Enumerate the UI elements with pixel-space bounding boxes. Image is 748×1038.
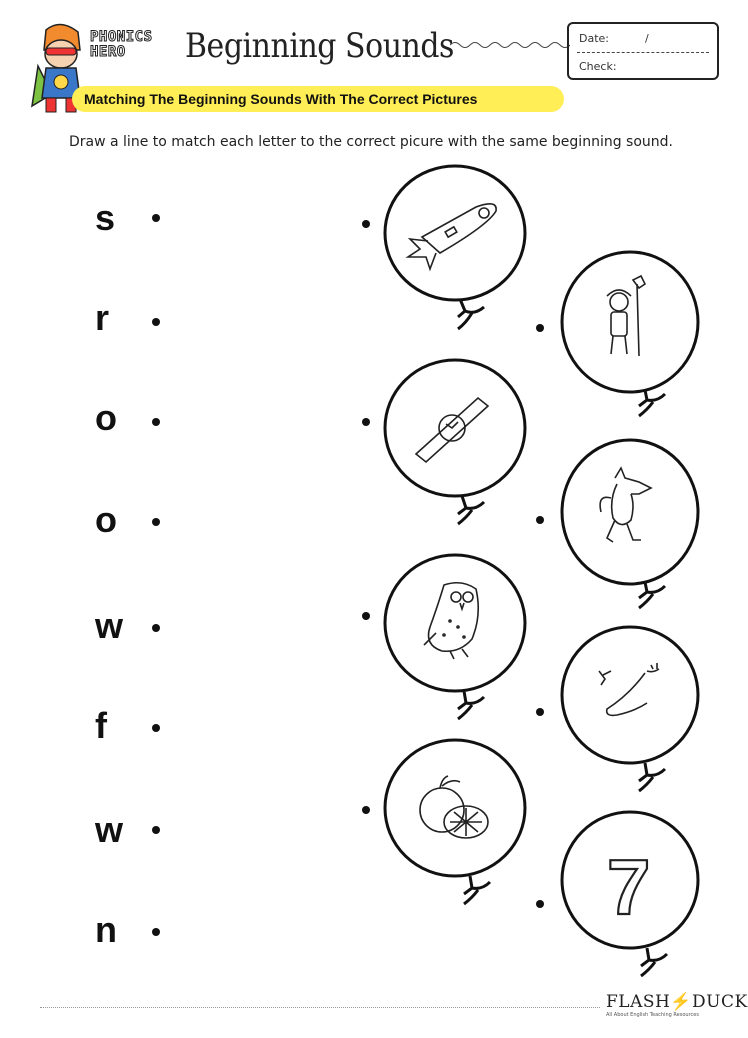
date-separator — [577, 52, 709, 53]
subtitle-banner — [72, 86, 564, 112]
picture-dot-3[interactable] — [362, 418, 370, 426]
brand-line-1: PHONICS — [90, 29, 153, 45]
balloon-owl[interactable] — [380, 555, 530, 705]
picture-dot-8[interactable] — [536, 900, 544, 908]
picture-dot-5[interactable] — [362, 612, 370, 620]
letter-2: r — [95, 297, 110, 338]
check-label: Check: — [579, 60, 617, 73]
instructions-text: Draw a line to match each letter to the correct picure with the same beginning sound. — [69, 134, 673, 150]
letter-dot-7[interactable] — [152, 826, 160, 834]
letter-dot-6[interactable] — [152, 724, 160, 732]
subtitle-text: Matching The Beginning Sounds With The Correct Pictures — [84, 91, 478, 107]
picture-dot-7[interactable] — [362, 806, 370, 814]
balloon-nose[interactable] — [555, 625, 705, 775]
logo-tagline: All About English Teaching Resources — [606, 1012, 699, 1018]
date-label: Date: — [579, 32, 609, 45]
letter-dot-1[interactable] — [152, 214, 160, 222]
picture-dot-2[interactable] — [536, 324, 544, 332]
letter-dot-5[interactable] — [152, 624, 160, 632]
letter-1: s — [95, 197, 116, 238]
picture-dot-6[interactable] — [536, 708, 544, 716]
logo-left: FLASH — [606, 992, 671, 1012]
balloon-wolf[interactable] — [555, 440, 705, 590]
picture-dot-4[interactable] — [536, 516, 544, 524]
balloon-farmer[interactable] — [555, 250, 705, 400]
wavy-divider-icon — [450, 38, 570, 52]
brand-line-2: HERO — [90, 44, 126, 60]
date-slash: / — [645, 32, 649, 45]
picture-dot-1[interactable] — [362, 220, 370, 228]
phonics-hero-logo — [90, 29, 153, 60]
balloon-orange[interactable] — [380, 738, 530, 888]
letter-6: f — [95, 705, 107, 746]
letter-dot-8[interactable] — [152, 928, 160, 936]
letter-dot-3[interactable] — [152, 418, 160, 426]
letter-7: w — [95, 809, 124, 850]
balloon-rocket[interactable] — [380, 165, 530, 315]
logo-right: DUCK — [692, 992, 748, 1012]
balloon-seven[interactable] — [555, 810, 705, 960]
seven-icon — [607, 843, 650, 931]
lightning-bolt-icon: ⚡ — [670, 992, 693, 1012]
letter-8: n — [95, 909, 117, 950]
flash-duck-logo — [606, 992, 748, 1018]
balloon-watch[interactable] — [380, 360, 530, 510]
seven-label: 7 — [607, 843, 651, 931]
footer-divider — [40, 1007, 600, 1008]
letter-dot-4[interactable] — [152, 518, 160, 526]
letter-3: o — [95, 397, 117, 438]
letter-5: w — [95, 605, 124, 646]
letter-dot-2[interactable] — [152, 318, 160, 326]
letter-4: o — [95, 499, 117, 540]
page-title: Beginning Sounds — [185, 26, 454, 66]
date-check-box — [567, 22, 719, 80]
